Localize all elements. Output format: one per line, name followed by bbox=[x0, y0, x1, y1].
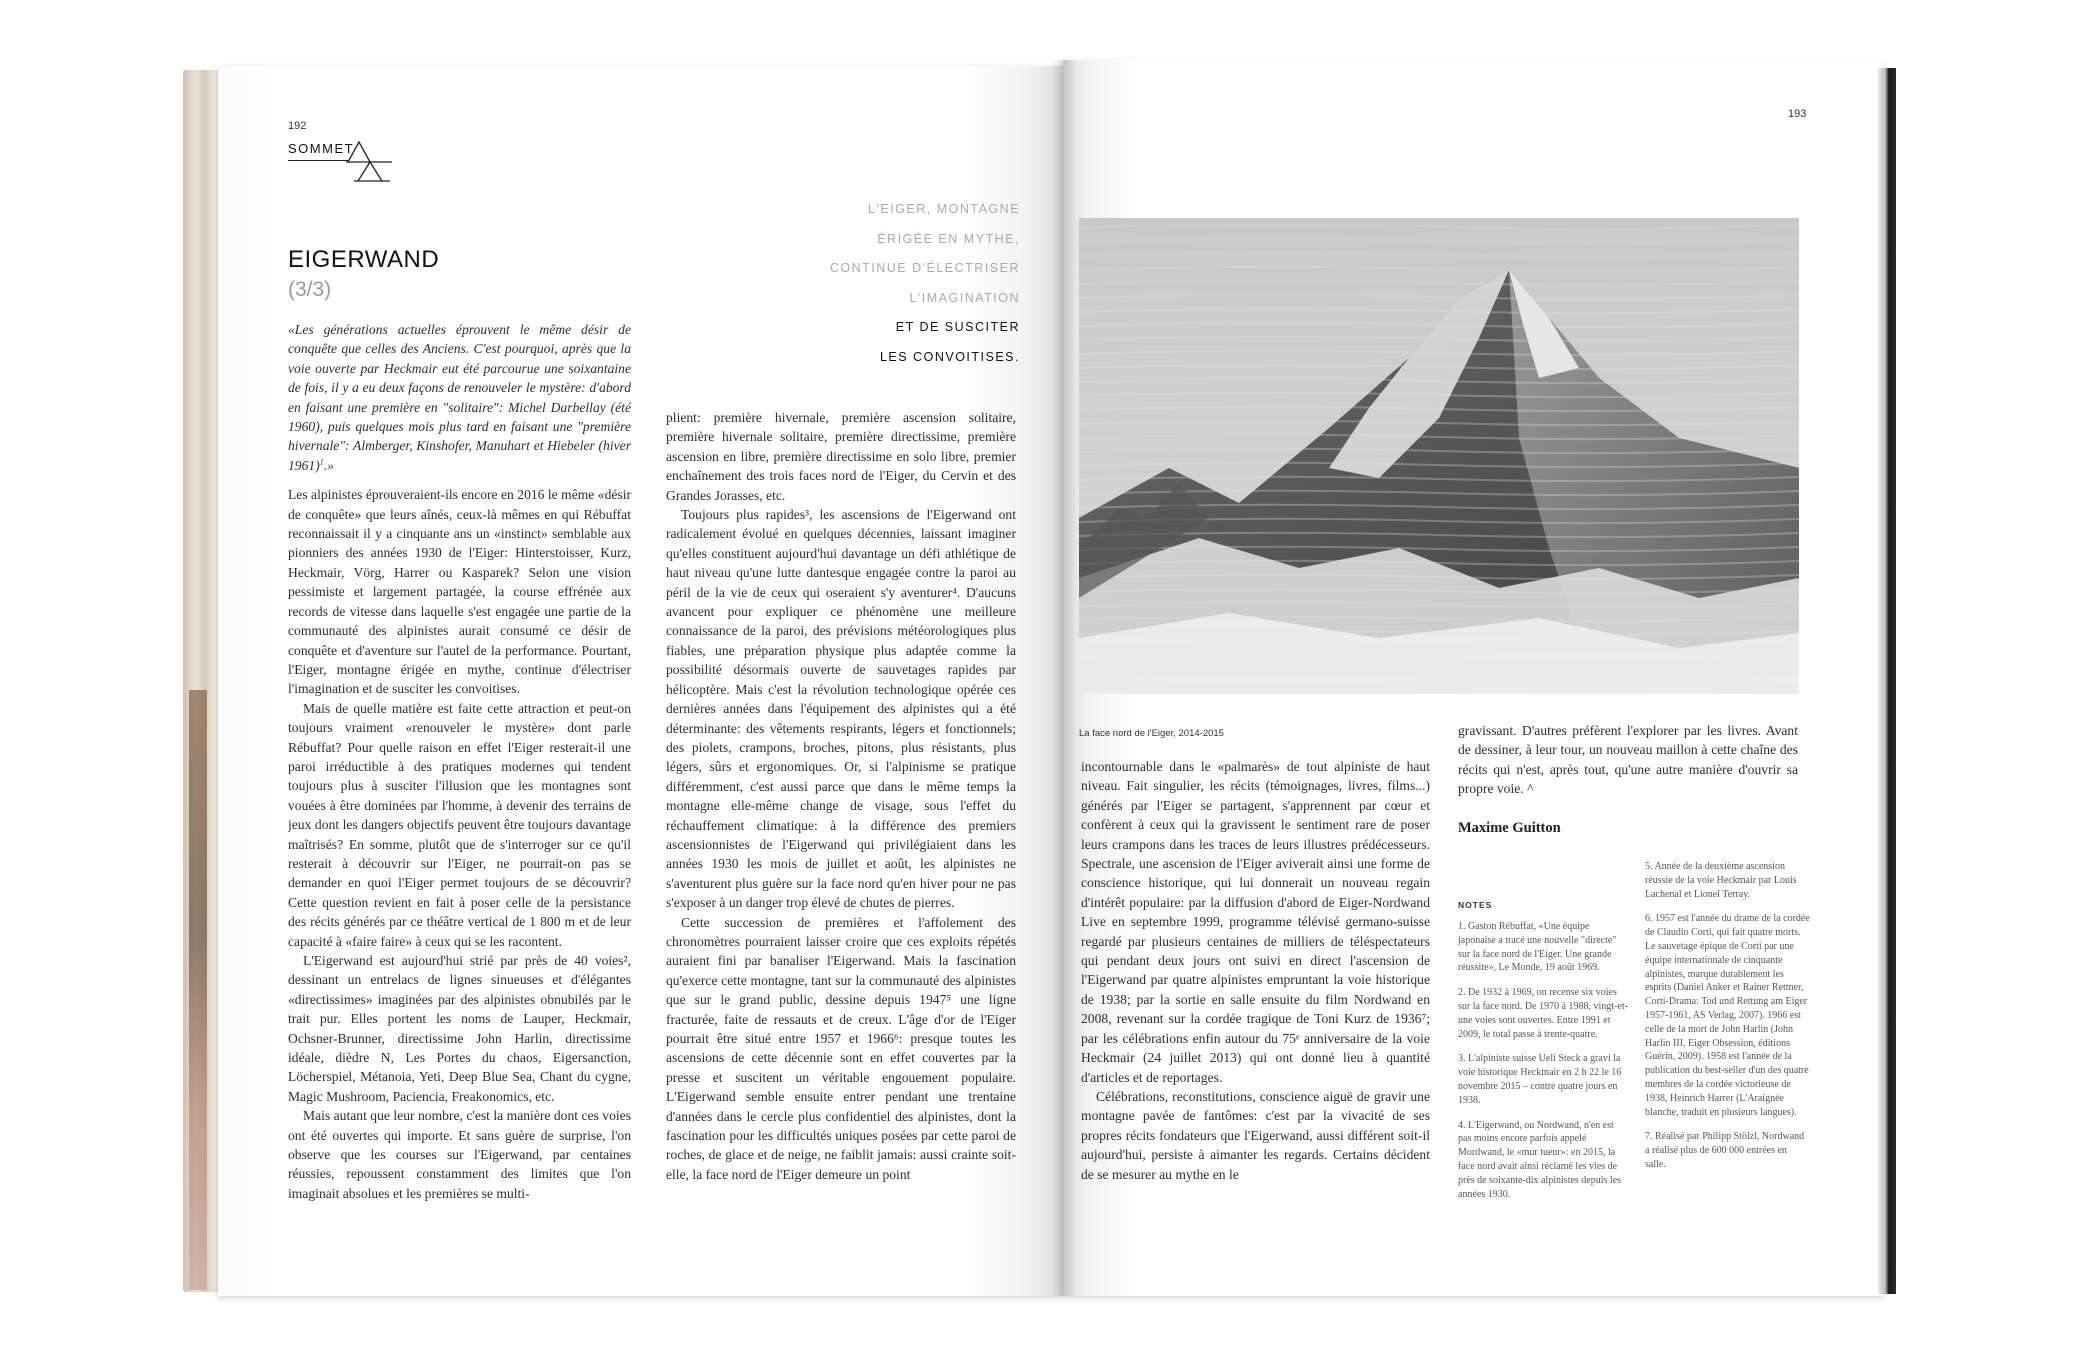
footnote: 4. L'Eigerwand, ou Nordwand, n'en est pas moins encore parfois appelé Mordwand, le «mur tueur»: en 2015, la face nord avait ainsi réclamé les vies de près de soixante-dix alpinistes depuis les années 1930. bbox=[1458, 1119, 1622, 1200]
pull-quote-line: L'IMAGINATION bbox=[909, 290, 1020, 305]
footnote: 2. De 1932 à 1969, on recense six voies sur la face nord. De 1970 à 1988, vingt-et-une voies sont ouvertes. Entre 1991 et 2009, le total passe à trente-quatre. bbox=[1458, 987, 1628, 1040]
paragraph: Mais autant que leur nombre, c'est la manière dont ces voies ont été ouvertes qui importe. Et sans guère de surprise, l'on observe que les courses sur l'Eigerwand, par centaines réussies, repoussent constamment des limites que l'on imaginait absolues et les premières se multi- bbox=[288, 1108, 631, 1201]
footnote: 5. Année de la deuxième ascension réussie de la voie Heckmair par Louis Lachenal et Lionel Terray. bbox=[1645, 861, 1797, 900]
paragraph: Célébrations, reconstitutions, conscience aiguë de gravir une montagne pavée de fantômes: c'est par la vivacité de ses propres récits fondateurs que l'Eigerwand, aussi différent soit-il aujourd'hui, persiste à aimanter les regards. Certains décident de se mesurer au mythe en le bbox=[1081, 1088, 1430, 1182]
summit-triangle-icon bbox=[346, 138, 394, 184]
notes-column-1 bbox=[1458, 920, 1628, 1212]
book-gutter bbox=[1050, 60, 1076, 1296]
author-name: Maxime Guitton bbox=[1458, 820, 1561, 836]
article-part: (3/3) bbox=[288, 278, 332, 301]
eiger-photo bbox=[1079, 218, 1799, 694]
page-edges-left bbox=[183, 70, 223, 1292]
text-column-2 bbox=[666, 408, 1016, 1258]
pull-quote bbox=[780, 195, 1020, 372]
pull-quote-line: L'EIGER, MONTAGNE bbox=[868, 202, 1020, 216]
notes-heading: NOTES bbox=[1458, 900, 1493, 910]
page-edges-right bbox=[1878, 68, 1896, 1294]
footnote: 3. L'alpiniste suisse Ueli Steck a gravi la voie historique Heckmair en 2 h 22 le 16 novembre 2015 – contre quatre jours en 1938. bbox=[1458, 1053, 1622, 1106]
page-number-right: 193 bbox=[1788, 108, 1807, 120]
intro-quote: «Les générations actuelles éprouvent le même désir de conquête que celles des Anciens. C'est pourquoi, après que la voie ouverte par Heckmair eut été parcourue une soixantaine de fois, il y a eu deux façons de renouveler le mystère: d'abord en faisant une première en "solitaire": Michel Darbellay (été 1960), puis quelques mois plus tard en faisant une "première hivernale": Almberger, Kinshofer, Manuhart et Hiebeler (hiver 1961)$^1$.» bbox=[288, 322, 631, 473]
pull-quote-line: ET DE SUSCITER bbox=[895, 320, 1020, 334]
paragraph: incontournable dans le «palmarès» de tout alpiniste de haut niveau. Fait singulier, les récits (témoignages, livres, films...) générés par l'Eiger se partagent, s'apprennent par cœur et confèrent à ceux qui la gravissent le sentiment rare de poser leurs crampons dans les traces de leurs illustres prédécesseurs. Spectrale, une ascension de l'Eiger aviverait ainsi une forme de conscience historique, qui lui donnerait un nouveau regain d'intérêt populaire: par la diffusion d'abord de Eiger-Nordwand Live en septembre 1999, programme télévisé germano-suisse regardé par plusieurs centaines de milliers de téléspectateurs qui pendant deux jours ont suivi en direct l'ascension de l'Eigerwand par quatre alpinistes empruntant la voie historique de 1938; par la sortie en salle ensuite du film Nordwand en 2008, revenant sur la cordée tragique de Toni Kurz de 1936⁷; par les célébrations enfin autour du 75ᵉ anniversaire de la voie Heckmair (24 juillet 2013) qui ont donné lieu à quantité d'articles et de reportages. bbox=[1081, 759, 1430, 1085]
notes-column-2 bbox=[1645, 860, 1810, 1183]
end-mark-icon: ^ bbox=[1527, 781, 1534, 797]
paragraph: Toujours plus rapides³, les ascensions de l'Eigerwand ont radicalement évolué en quelques décennies, laissant imaginer qu'elles constituent aujourd'hui davantage un défi athlétique de haut niveau qu'une lutte dantesque engagée contre la paroi au péril de la vie de ceux qui oseraient s'y aventurer⁴. D'aucuns avancent pour expliquer ce phénomène une meilleure connaissance de la paroi, des prévisions météorologiques plus fiables, une préparation physique plus adaptée comme la possibilité désormais ouverte de sauvetages rapides par hélicoptère. Mais c'est la révolution technologique opérée ces dernières années dans l'équipement des alpinistes qui a été déterminante: des vêtements respirants, légers et fonctionnels; des piolets, crampons, broches, pitons, plus résistants, plus légers, sûrs et ergonomiques. Or, si l'alpinisme se pratique différemment, c'est aussi parce que dans le même temps la montagne elle-même change de visage, sous l'effet du réchauffement climatique: à la différence des premiers ascensionnistes de l'Eigerwand qui privilégiaient dans les années 1930 les mois de juillet et août, les alpinistes ne s'aventurent plus guère sur la face nord qu'en hiver pour ne pas s'exposer à un danger trop élevé de chutes de pierres. bbox=[666, 507, 1016, 911]
mountain-illustration bbox=[1079, 218, 1799, 694]
text-column-1 bbox=[288, 320, 631, 1260]
footnote: 6. 1957 est l'année du drame de la cordée de Claudio Corti, qui fait quatre morts. Le sauvetage épique de Corti par une équipe internationale de cinquante alpinistes, marque durablement les esprits (Daniel Anker et Rainer Rettner, Corti-Drama: Tod und Rettung am Eiger 1957-1961, AS Verlag, 2007). 1966 est celle de la mort de John Harlin (John Harlin III, Eiger Obsession, éditions Guérin, 2009). 1958 est l'année de la publication du best-seller d'un des quatre membres de la cordée victorieuse de 1938, Heinrich Harrer (L'Araignée blanche, traduit en plusieurs langues). bbox=[1645, 913, 1810, 1118]
pull-quote-line: LES CONVOITISES. bbox=[879, 349, 1020, 364]
paragraph: L'Eigerwand est aujourd'hui strié par près de 40 voies², dessinant un entrelacs de lignes sinueuses et d'élégantes «directissimes» imaginées par des alpinistes obnubilés par le trait pur. Elles portent les noms de Lauper, Heckmair, Ochsner-Brunner, directissime John Harlin, directissime idéale, dièdre N, Les Portes du chaos, Eigersanction, Löcherspiel, Métanoia, Yeti, Deep Blue Sea, Chant du cygne, Magic Mushroom, Paciencia, Freakonomics, etc. bbox=[288, 953, 631, 1104]
pull-quote-line: ÉRIGÉE EN MYTHE, bbox=[877, 231, 1020, 246]
paragraph: Cette succession de premières et l'affolement des chronomètres pourraient laisser croire que ces exploits répétés auraient fini par banaliser l'Eigerwand. Mais la fascination qu'exerce cette montagne, tant sur la communauté des alpinistes que sur le grand public, dessine depuis 1947⁵ une ligne fracturée, faite de ressauts et de creux. L'âge d'or de l'Eiger pourrait être situé entre 1957 et 1966⁶: presque toutes les ascensions de cette décennie sont en effet couvertes par la presse et suscitent un véritable engouement populaire. L'Eigerwand semble ensuite entrer pendant une trentaine d'années dans le cercle plus confidentiel des alpinistes, dont la fascination pour les difficultés uniques posées par cette paroi de roches, de glace et de neige, ne faiblit jamais: aussi crainte soit-elle, la face nord de l'Eiger demeure un point bbox=[666, 914, 1016, 1182]
article-title: EIGERWAND bbox=[288, 246, 440, 273]
section-rule bbox=[288, 160, 348, 161]
footnote: 1. Gaston Rébuffat, «Une équipe japonaise a tracé une nouvelle "directe" sur la face nord de l'Eiger. Une grande réussite», Le Monde, 19 août 1969. bbox=[1458, 921, 1617, 974]
paragraph: Les alpinistes éprouveraient-ils encore en 2016 le même «désir de conquête» que leurs aînés, ceux-là mêmes en qui Rébuffat reconnaissait il y a cinquante ans un «instinct» semblable aux pionniers des années 1930 de l'Eiger: Hinterstoisser, Kurz, Heckmair, Vörg, Harrer ou Kasparek? Selon une vision pessimiste et largement partagée, la course effrénée aux records de vitesse dans laquelle s'est engagée une partie de la communauté des alpinistes aurait consumé ce désir de conquête et d'aventure sur l'autel de la performance. Pourtant, l'Eiger, montagne érigée en mythe, continue d'électriser l'imagination et de susciter les convoitises. bbox=[288, 487, 631, 697]
paragraph: plient: première hivernale, première ascension solitaire, première hivernale solitaire, première directissime, première ascension en libre, première directissime en solo libre, premier enchaînement des trois faces nord de l'Eiger, du Cervin et des Grandes Jorasses, etc. bbox=[666, 410, 1016, 503]
photo-caption: La face nord de l'Eiger, 2014-2015 bbox=[1079, 728, 1224, 739]
footnote: 7. Réalisé par Philipp Stölzl, Nordwand a réalisé plus de 600 000 entrées en salle. bbox=[1645, 1131, 1805, 1170]
paragraph: gravissant. D'autres préfèrent l'explorer par les livres. Avant de dessiner, à leur tour, un nouveau maillon à cette chaîne des récits qui n'est, après tout, qu'une autre manière d'ouvrir sa propre voie. ^ bbox=[1458, 723, 1798, 797]
text-column-4 bbox=[1458, 721, 1798, 801]
pull-quote-line: CONTINUE D'ÉLECTRISER bbox=[829, 261, 1020, 275]
page-number-left: 192 bbox=[288, 120, 307, 132]
text-column-3 bbox=[1081, 757, 1430, 1257]
paragraph: Mais de quelle matière est faite cette attraction et peut-on toujours vraiment «renouveler le mystère» dont parle Rébuffat? Pour quelle raison en effet l'Eiger resterait-il une paroi irréductible à des pratiques modernes qui tendent toujours plus à susciter l'illusion que les montagnes sont vouées à être dominées par l'homme, à devenir des terrains de jeux dont les dangers objectifs peuvent être toujours davantage maîtrisés? En somme, plutôt que de s'interroger sur ce qu'il resterait à découvrir sur l'Eiger, ne pourrait-on pas se demander en quoi l'Eiger permet toujours de se découvrir? Cette question revient en fait à poser celle de la persistance des récits générés par ce théâtre vertical de 1 800 m et de leur capacité à «faire faire» à ceux qui se les racontent. bbox=[288, 700, 631, 949]
section-label: SOMMET bbox=[288, 141, 355, 156]
